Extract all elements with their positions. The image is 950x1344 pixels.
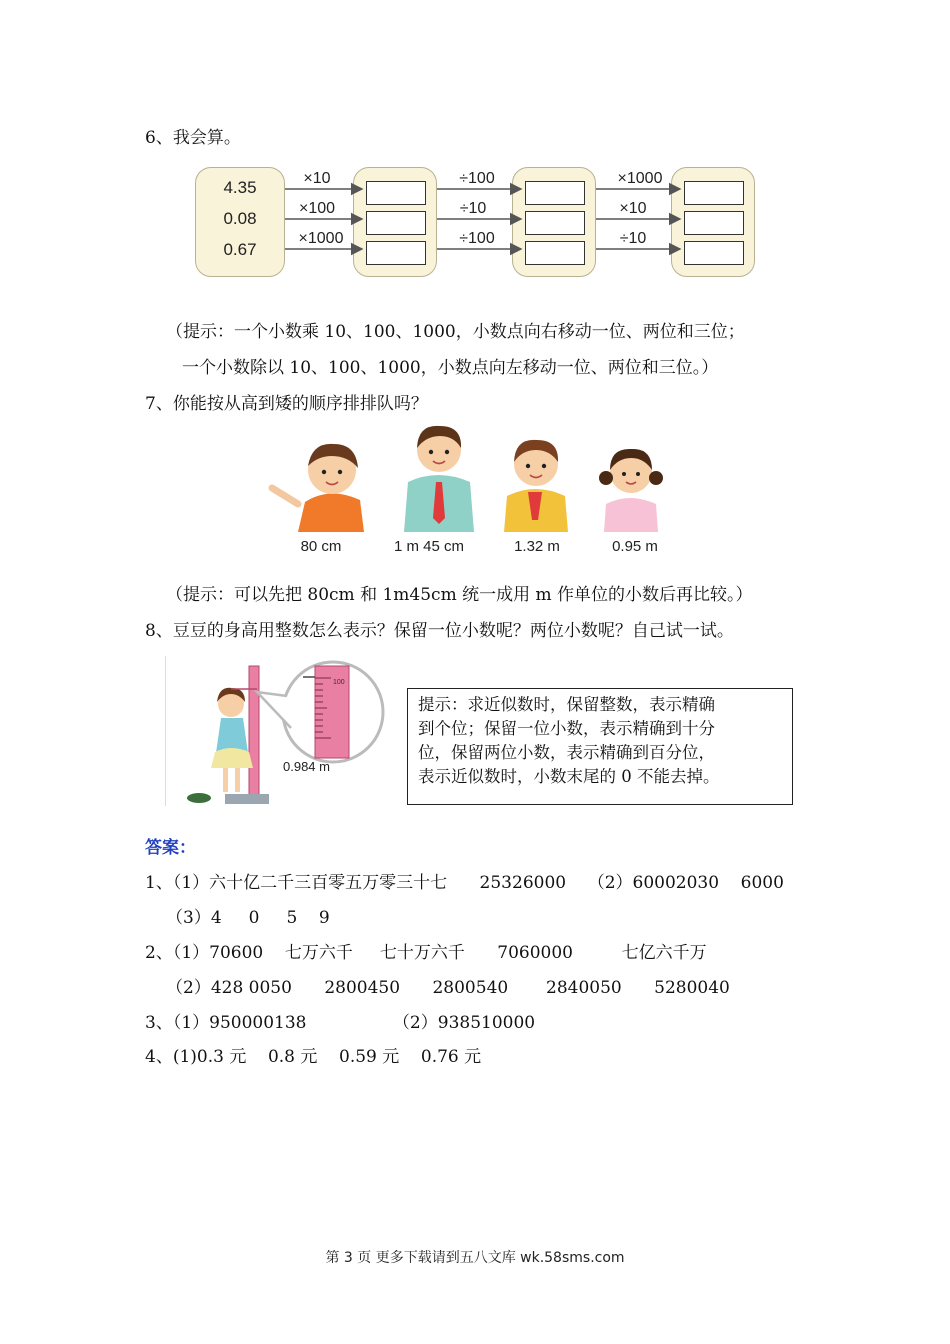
operation-label: ×10 — [303, 170, 331, 187]
answer-line: 3、（1）950000138 （2）938510000 — [145, 1013, 536, 1033]
hint-line: 到个位；保留一位小数，表示精确到十分 — [418, 719, 715, 738]
operation-label: ÷10 — [459, 200, 487, 217]
answer-line: 1、（1）六十亿二千三百零五万零三十七 25326000 （2）60002030 6000 — [145, 873, 784, 893]
kid-2-figure — [404, 426, 474, 532]
operation-label: ÷100 — [459, 170, 495, 187]
q6-hint-line1: （提示：一个小数乘 10、100、1000，小数点向右移动一位、两位和三位； — [166, 322, 745, 342]
kid-4-figure — [599, 449, 663, 532]
answer-line: 4、(1)0.3 元 0.8 元 0.59 元 0.76 元 — [145, 1047, 482, 1067]
ruler-mark: 100 — [333, 679, 345, 686]
answer-line: 2、（1）70600 七万六千 七十万六千 7060000 七亿六千万 — [145, 943, 707, 963]
height-label: 80 cm — [300, 538, 342, 555]
height-label: 0.95 m — [612, 538, 658, 555]
operation-label: ×1000 — [298, 230, 344, 247]
hint-line: 表示近似数时，小数末尾的 0 不能去掉。 — [418, 767, 720, 786]
children-illustration — [260, 420, 680, 535]
hint-line: 位，保留两位小数，表示精确到百分位， — [418, 743, 715, 762]
operation-label: ×10 — [619, 200, 647, 217]
q6-title: 6、我会算。 — [145, 128, 241, 148]
hint-line: 提示：求近似数时，保留整数，表示精确 — [418, 695, 715, 714]
height-label: 1.32 m — [514, 538, 560, 555]
q7-title: 7、你能按从高到矮的顺序排排队吗？ — [145, 394, 428, 414]
q6-hint-line2: 一个小数除以 10、100、1000，小数点向左移动一位、两位和三位。） — [182, 358, 719, 378]
page-footer: 第 3 页 更多下载请到五八文库 wk.58sms.com — [325, 1250, 625, 1266]
height-measure-illustration — [165, 656, 395, 811]
measure-label: 0.984 m — [283, 759, 330, 774]
q7-hint: （提示：可以先把 80cm 和 1m45cm 统一成用 m 作单位的小数后再比较。） — [166, 585, 753, 605]
answer-line: （3）4 0 5 9 — [166, 908, 330, 928]
start-value: 4.35 — [223, 178, 257, 197]
answers-title: 答案： — [145, 838, 196, 858]
q8-title: 8、豆豆的身高用整数怎么表示？保留一位小数呢？两位小数呢？自己试一试。 — [145, 621, 734, 641]
girl-figure — [211, 688, 253, 792]
q8-hint-box — [407, 688, 793, 805]
kid-3-figure — [504, 440, 568, 532]
start-value: 0.08 — [223, 209, 257, 228]
operation-label: ÷10 — [619, 230, 647, 247]
operation-label: ×1000 — [617, 170, 663, 187]
operation-label: ÷100 — [459, 230, 495, 247]
operation-label: ×100 — [298, 200, 336, 217]
start-value: 0.67 — [223, 240, 257, 259]
kid-1-figure — [272, 444, 364, 532]
answer-line: （2）428 0050 2800450 2800540 2840050 5280040 — [166, 978, 730, 998]
arrows — [0, 0, 950, 300]
height-label: 1 m 45 cm — [393, 538, 465, 555]
